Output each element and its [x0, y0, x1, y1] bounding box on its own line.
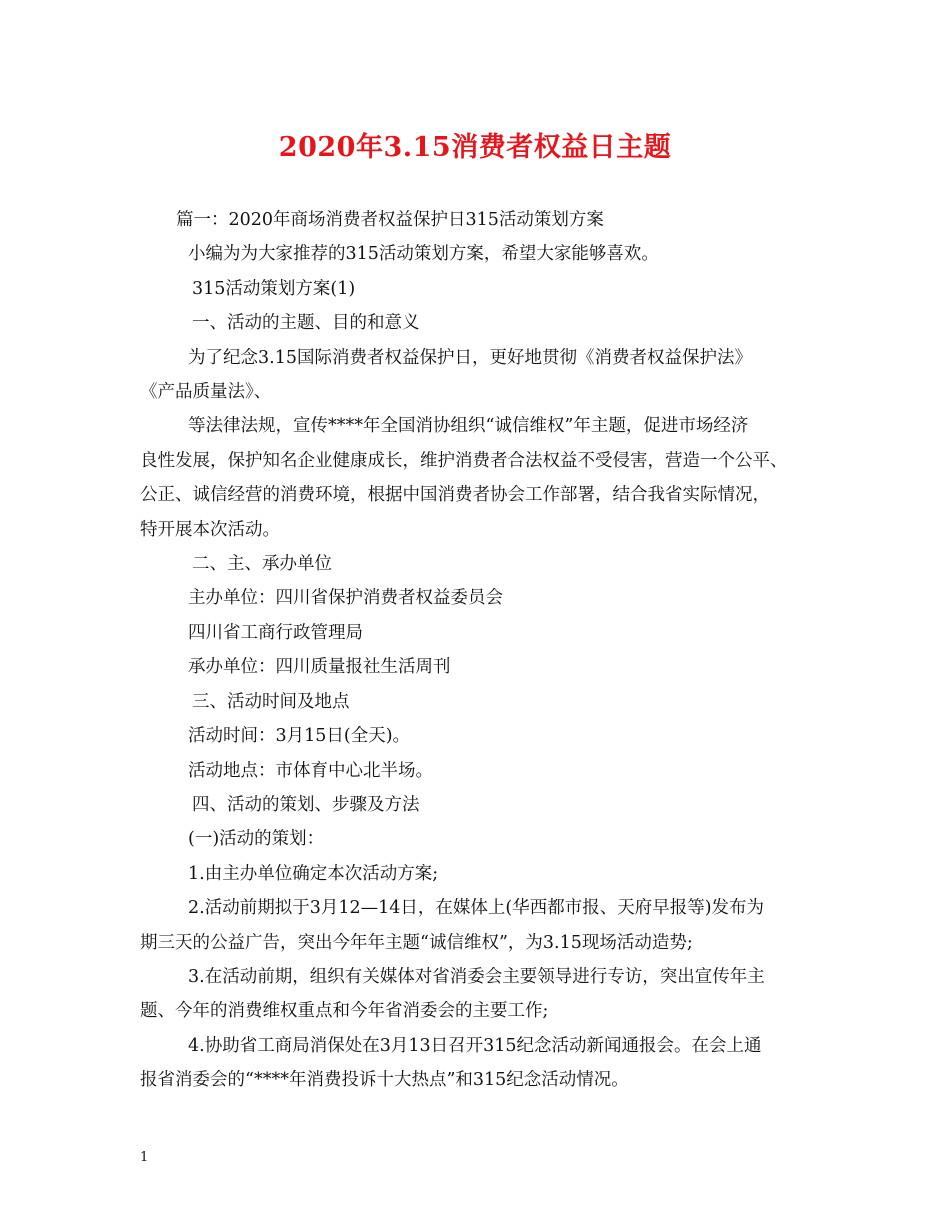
paragraph-line: (一)活动的策划： — [188, 829, 325, 850]
document-body — [140, 203, 820, 1098]
paragraph-line: 期三天的公益广告，突出今年年主题“诚信维权”，为3.15现场活动造势; — [140, 932, 693, 953]
paragraph-line: 三、活动时间及地点 — [192, 691, 350, 712]
paragraph-line: 4.协助省工商局消保处在3月13日召开315纪念活动新闻通报会。在会上通 — [188, 1035, 762, 1056]
paragraph-line: 1.由主办单位确定本次活动方案; — [188, 863, 439, 884]
paragraph-line: 为了纪念3.15国际消费者权益保护日，更好地贯彻《消费者权益保护法》 — [188, 347, 752, 368]
paragraph-line: 四、活动的策划、步骤及方法 — [192, 794, 420, 815]
paragraph-line: 四川省工商行政管理局 — [188, 622, 363, 643]
paragraph-line: 活动地点：市体育中心北半场。 — [188, 760, 433, 781]
paragraph-line: 315活动策划方案(1) — [192, 278, 356, 299]
paragraph-line: 2.活动前期拟于3月12—14日，在媒体上(华西都市报、天府早报等)发布为 — [188, 898, 765, 919]
paragraph-line: 3.在活动前期，组织有关媒体对省消委会主要领导进行专访，突出宣传年主 — [188, 966, 765, 987]
paragraph-line: 报省消委会的“****年消费投诉十大热点”和315纪念活动情况。 — [140, 1070, 629, 1091]
paragraph-line: 一、活动的主题、目的和意义 — [192, 313, 420, 334]
paragraph-line: 《产品质量法》、 — [140, 382, 272, 403]
paragraph-line: 小编为为大家推荐的315活动策划方案，希望大家能够喜欢。 — [188, 244, 659, 265]
paragraph-line: 篇一：2020年商场消费者权益保护日315活动策划方案 — [176, 210, 604, 230]
paragraph-line: 活动时间：3月15日(全天)。 — [188, 726, 411, 747]
paragraph-line: 等法律法规，宣传****年全国消协组织“诚信维权”年主题，促进市场经济 — [188, 416, 749, 437]
paragraph-line: 主办单位：四川省保护消费者权益委员会 — [188, 588, 503, 609]
page-number: 1 — [140, 1150, 149, 1165]
paragraph-line: 承办单位：四川质量报社生活周刊 — [188, 657, 451, 678]
paragraph-line: 良性发展，保护知名企业健康成长，维护消费者合法权益不受侵害，营造一个公平、 — [140, 450, 788, 471]
paragraph-line: 特开展本次活动。 — [140, 519, 280, 540]
paragraph-line: 公正、诚信经营的消费环境，根据中国消费者协会工作部署，结合我省实际情况， — [140, 485, 770, 506]
paragraph-line: 二、主、承办单位 — [192, 554, 332, 575]
document-title: 2020年3.15消费者权益日主题 — [278, 132, 672, 163]
paragraph-line: 题、今年的消费维权重点和今年省消委会的主要工作; — [140, 1001, 549, 1022]
